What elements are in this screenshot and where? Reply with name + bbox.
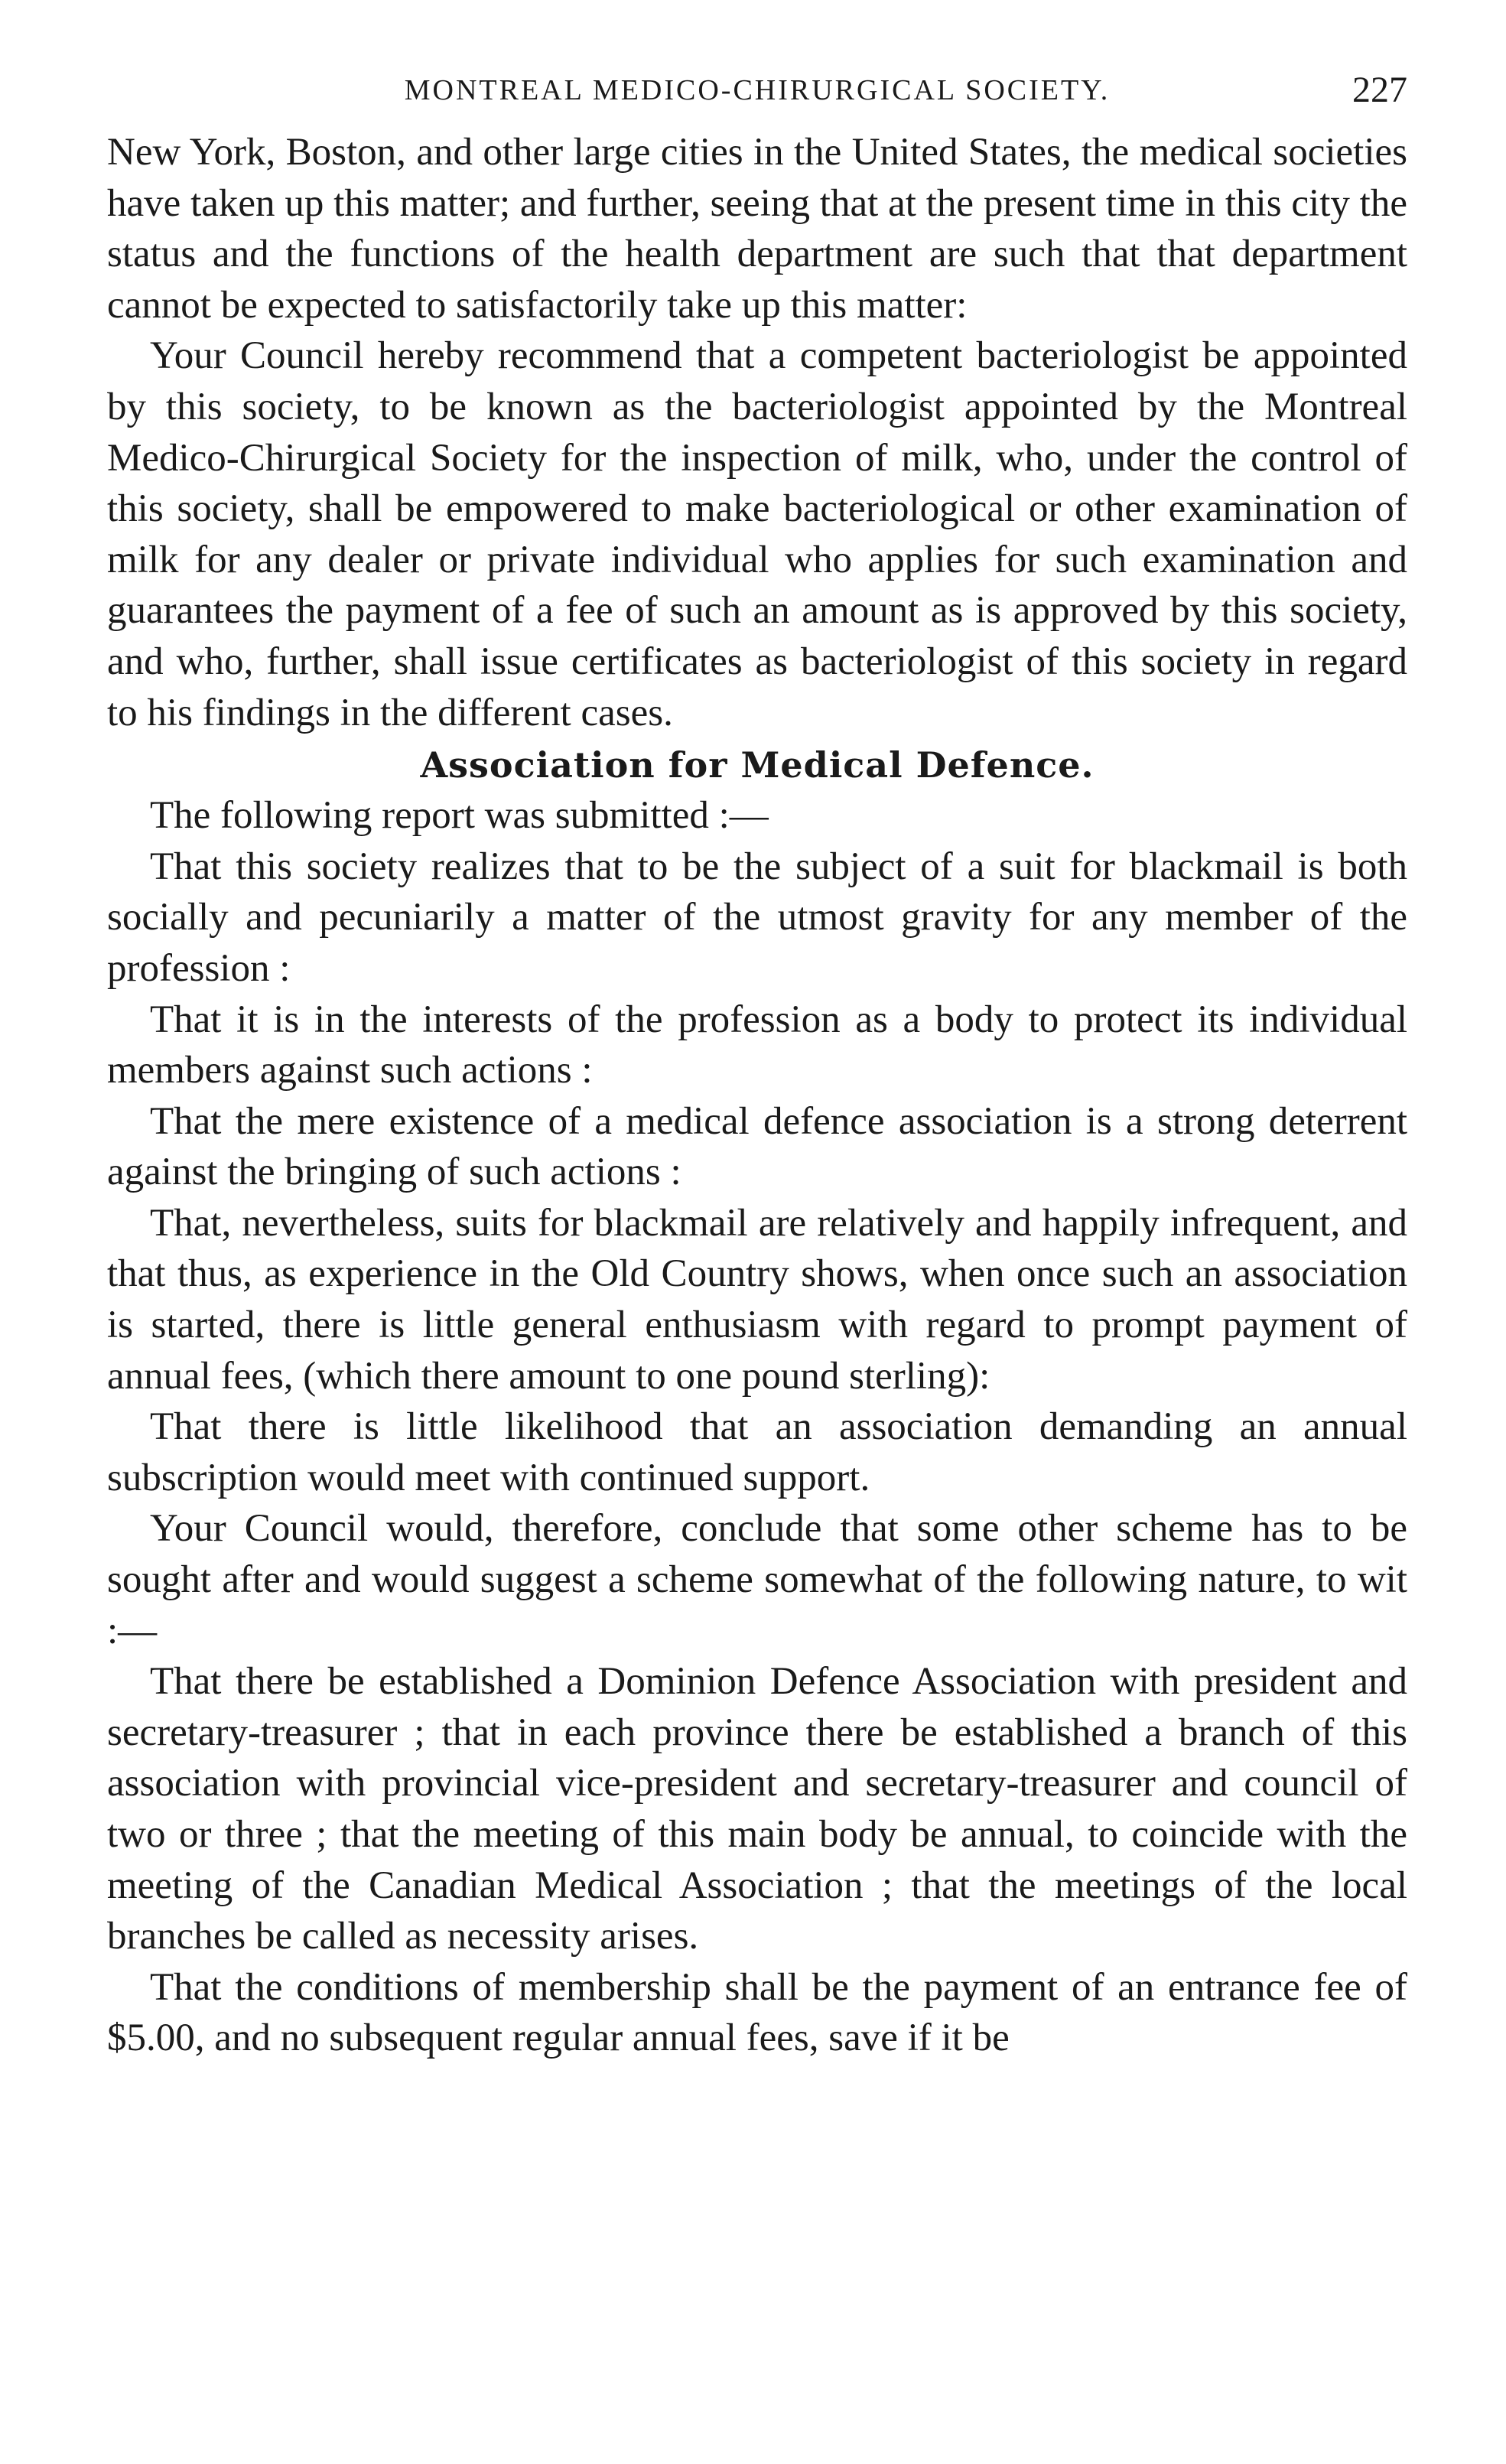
paragraph-membership-conditions: That the conditions of membership shall be the payment of an entrance fee of $5.00, and no subsequent regular annual fees, save if it be [107,1965,1407,2060]
running-head [107,70,1407,127]
paragraph-continuation: New York, Boston, and other large cities in the United States, the medical societies have taken up this matter; and further, seeing that at the present time in this city the status and the functions of the health department are such that that department cannot be expected to satisfactorily take up this matter: [107,131,1407,327]
paragraph-blackmail-gravity: That this society realizes that to be the subject of a suit for blackmail is both socially and pecuniarily a matter of the utmost gravity for any member of the profession : [107,845,1407,990]
paragraph-council-recommendation: Your Council hereby recommend that a competent bacteriologist be appointed by this society, to be known as the bacteriologist appointed by the Montreal Medico-Chirurgical Society for the inspection of milk, who, under the control of this society, shall be empowered to make bacteriological or other examination of milk for any dealer or private individual who applies for such examination and guarantees the payment of a fee of such an amount as is approved by this society, and who, further, shall issue certificates as bacteriologist of this society in regard to his findings in the different cases. [107,334,1407,734]
paragraph-dominion-association: That there be established a Dominion Defence Association with president and secretary-treasurer ; that in each province there be established a branch of this association with provincial vice-president and secretary-treasurer and council of two or three ; that the meeting of this main body be annual, to coincide with the meeting of the Canadian Medical Association ; that the meetings of the local branches be called as necessity arises. [107,1660,1407,1958]
section-heading: Association for Medical Defence. [420,744,1095,786]
paragraph-infrequent-suits: That, nevertheless, suits for blackmail are relatively and happily infrequent, and that thus, as experience in the Old Country shows, when once such an association is started, there is little general enthusiasm with regard to prompt payment of annual fees, (which there amount to one pound sterling): [107,1201,1407,1398]
paragraph-report-intro: The following report was submitted :— [150,794,769,838]
page-number: 227 [1352,70,1407,110]
body-text [107,127,1407,2064]
paragraph-profession-interests: That it is in the interests of the profession as a body to protect its individual members against such actions : [107,998,1407,1092]
paragraph-annual-subscription: That there is little likelihood that an association demanding an annual subscription would meet with continued support. [107,1405,1407,1499]
paragraph-council-conclusion: Your Council would, therefore, conclude that some other scheme has to be sought after and would suggest a scheme somewhat of the following nature, to wit :— [107,1507,1407,1652]
paragraph-deterrent: That the mere existence of a medical defence association is a strong deterrent against the bringing of such actions : [107,1099,1407,1194]
book-page [107,70,1407,2064]
running-title: MONTREAL MEDICO-CHIRURGICAL SOCIETY. [404,74,1111,106]
